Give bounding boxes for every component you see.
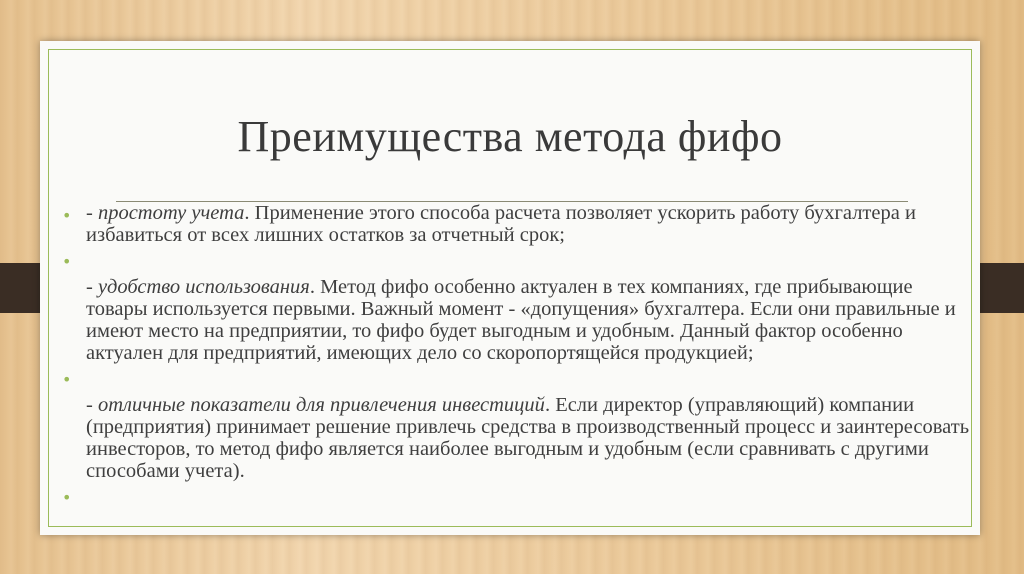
left-frame-bar [0,263,40,313]
item-text: . Применение этого способа расчета позволяет ускорить работу бухгалтера и избавиться от всех лишних остатков за отчетный срок; [86,202,916,246]
bullet-list [62,202,972,506]
slide-title: Преимущества метода фифо [237,112,783,161]
item-lead: - удобство использования [86,276,310,298]
list-item [62,202,972,246]
item-text: . Метод фифо особенно актуален в тех компаниях, где прибывающие товары используется первыми. Важный момент - «допущения» бухгалтера. Если они правильные и имеют место на предприятии, то фифо будет выгодным и удобным. Данный фактор особенно актуален для предприятий, имеющих дело со скоропортящейся продукцией; [86,276,956,364]
bullet-dot-icon: • [62,252,72,271]
empty-list-item [62,484,972,506]
bullet-dot-icon: • [62,206,72,225]
slide [40,41,980,535]
item-lead: - отличные показатели для привлечения инвестиций [86,394,545,416]
item-lead: - простоту учета [86,202,245,224]
list-item [62,276,972,364]
list-item [62,394,972,482]
empty-list-item [62,366,972,388]
bullet-dot-icon: • [62,488,72,507]
empty-list-item [62,248,972,270]
bullet-dot-icon: • [62,370,72,389]
item-text: . Если директор (управляющий) компании (предприятия) принимает решение привлечь средства в производственный процесс и заинтересовать инвесторов, то метод фифо является наиболее выгодным и удобным (если сравнивать с другими способами учета). [86,394,970,482]
